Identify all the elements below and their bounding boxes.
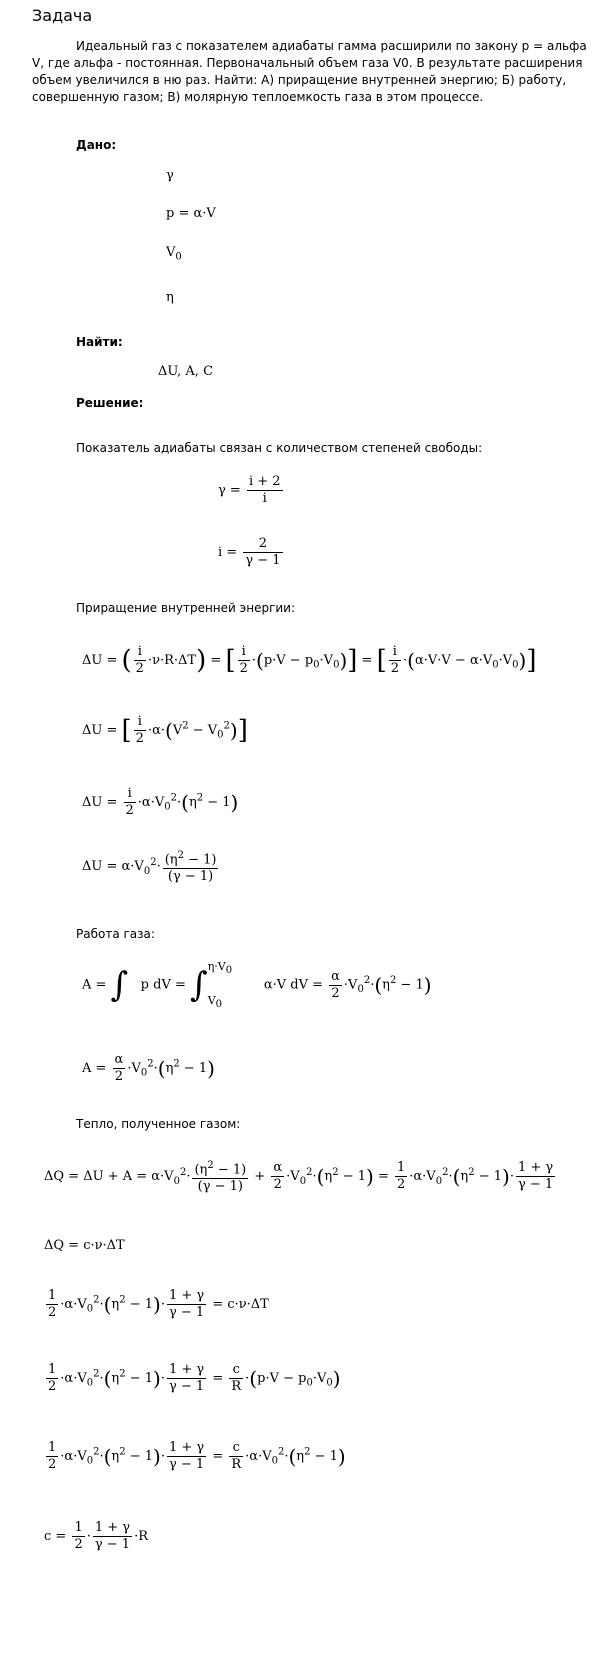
given-eta: η <box>166 290 174 305</box>
text-internal: Приращение внутренней энергии: <box>76 601 296 615</box>
eq-heat-2: ΔQ = c·ν·ΔT <box>44 1238 125 1253</box>
eq-work-1: A = ∫ p dV = ∫ $\eta\cdot V_0$ $V_0$ α·V dV = $\frac{\alpha}{2}$ $\cdot V_0^2\cdot(\eta^2 - 1)$ <box>82 960 432 1010</box>
find-label: Найти: <box>76 335 123 349</box>
eq-heat-1: $\Delta Q = \Delta U + A = \alpha\cdot V_0^2\cdot$ $\frac{(\eta^2 - 1)}{(\gamma - 1)}$ + $\frac{\alpha}{2}$ $\cdot V_0^2\cdot(\eta^2 - 1)$ = $\frac{1}{2}$ $\cdot\alpha\cdot V_0^2\cdot(\eta^2 - 1)\cdot$ $\frac{1 + \gamma}{\gamma - 1}$ <box>44 1160 554 1195</box>
text-work: Работа газа: <box>76 927 155 941</box>
text-adiabatic: Показатель адиабаты связан с количеством степеней свободы: <box>76 441 483 455</box>
eq-du-4: $\Delta U = \alpha\cdot V_0^2\cdot$ $\frac{(\eta^2 - 1)}{(\gamma - 1)}$ <box>82 850 217 885</box>
eq-du-2: ΔU = [ $\frac{i}{2}$ $\cdot\alpha\cdot(V^2 - V_0^2)$] <box>82 714 248 746</box>
eq-result-c: c = $\frac{1}{2}$ · $\frac{1 + \gamma}{\gamma - 1}$ ·R <box>44 1520 148 1552</box>
given-v0: $V_0$ <box>166 245 182 263</box>
eq-du-3: ΔU = $\frac{i}{2}$ $\cdot\alpha\cdot V_0^2\cdot(\eta^2 - 1)$ <box>82 786 239 818</box>
eq-heat-3: $\frac{1}{2}$ $\cdot\alpha\cdot V_0^2\cdot(\eta^2 - 1)\cdot$ $\frac{1 + \gamma}{\gamma - 1}$ = c·ν·ΔT <box>48 1288 269 1320</box>
eq-i-gamma: i = $\frac{2}{\gamma - 1}$ <box>218 536 281 568</box>
solution-label: Решение: <box>76 396 144 410</box>
eq-gamma-i: γ = $\frac{i + 2}{i}$ <box>218 474 281 506</box>
eq-work-2: A = $\frac{\alpha}{2}$ $\cdot V_0^2\cdot(\eta^2 - 1)$ <box>82 1052 215 1084</box>
page-title: Задача <box>32 6 93 25</box>
problem-statement: Идеальный газ с показателем адиабаты гамма расширили по закону p = альфа V, где альфа - постоянная. Первоначальный объем газа V0. В результате расширения объем увеличился в ню раз. Найти: А) приращение внутренней энергию; Б) работу, совершенную газом; В) молярную теплоемкость газа в этом процессе. <box>32 39 587 104</box>
given-law: p = α·V <box>166 206 216 221</box>
eq-heat-4: $\frac{1}{2}$ $\cdot\alpha\cdot V_0^2\cdot(\eta^2 - 1)\cdot$ $\frac{1 + \gamma}{\gamma - 1}$ = $\frac{c}{R}$ $\cdot(p\cdot V - p_0\cdot V_0)$ <box>48 1362 341 1394</box>
find-quantities: ΔU, A, C <box>158 364 214 379</box>
text-heat: Тепло, полученное газом: <box>76 1117 241 1131</box>
given-label: Дано: <box>76 138 117 152</box>
eq-heat-5: $\frac{1}{2}$ $\cdot\alpha\cdot V_0^2\cdot(\eta^2 - 1)\cdot$ $\frac{1 + \gamma}{\gamma - 1}$ = $\frac{c}{R}$ $\cdot\alpha\cdot V_0^2\cdot(\eta^2 - 1)$ <box>48 1440 346 1472</box>
given-gamma: γ <box>166 168 174 183</box>
eq-du-1: ΔU = ( $\frac{i}{2}$ ·ν·R·ΔT) = [ $\frac{i}{2}$ $\cdot(p\cdot V - p_0\cdot V_0)$] = [ $\frac{i}{2}$ $\cdot(\alpha\cdot V\cdot V - \alpha\cdot V_0\cdot V_0)$] <box>82 644 537 676</box>
